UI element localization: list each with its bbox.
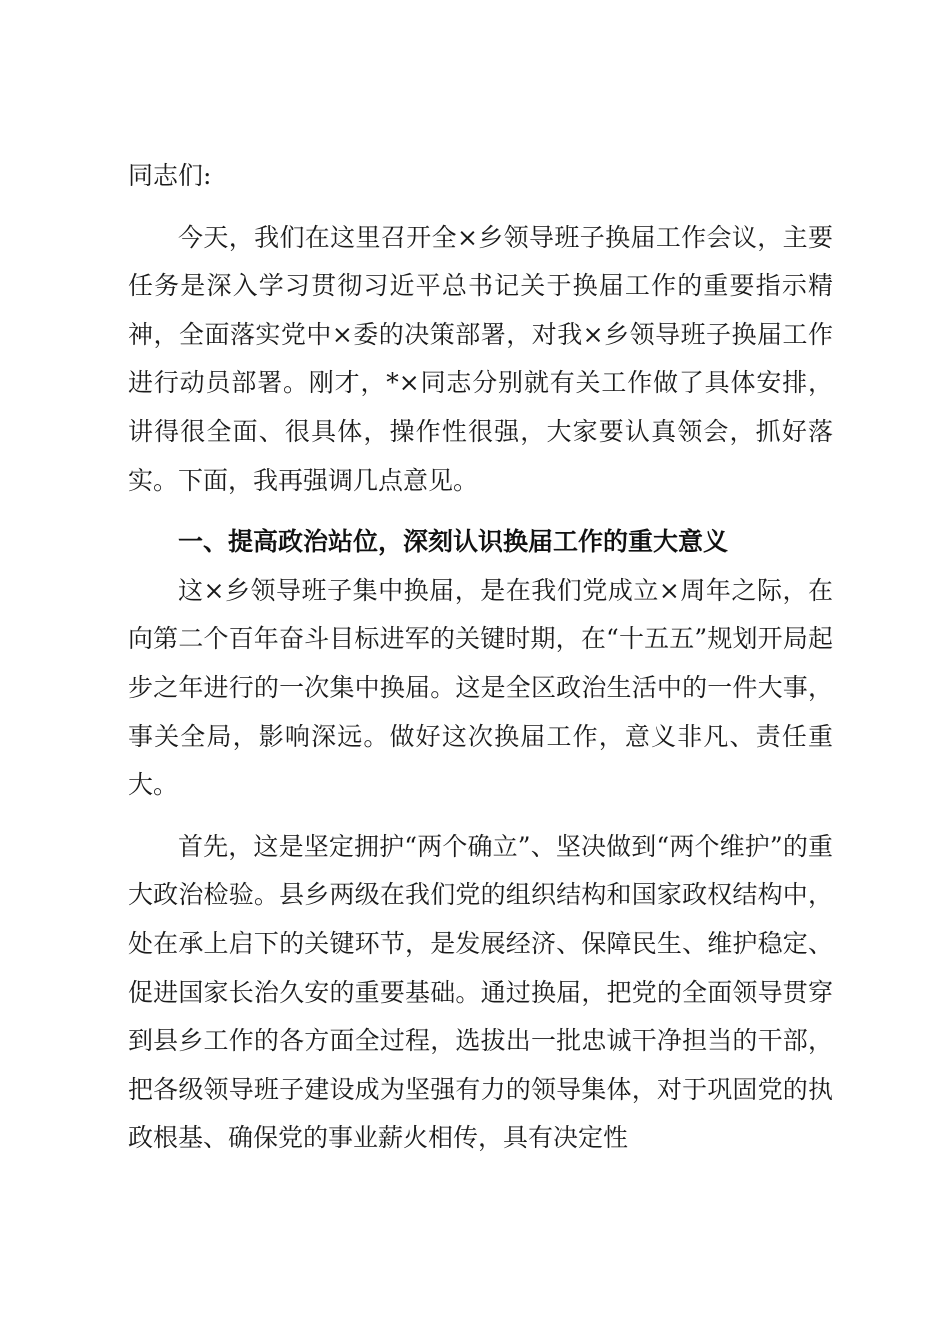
document-body: [128, 152, 833, 1163]
section-heading-1: 一、提高政治站位，深刻认识换届工作的重大意义: [178, 527, 729, 557]
opening-paragraph: 今天，我们在这里召开全×乡领导班子换届工作会议，主要任务是深入学习贯彻习近平总书记关于换届工作的重要指示精神，全面落实党中×委的决策部署，对我×乡领导班子换届工作进行动员部署。刚才，*×同志分别就有关工作做了具体安排，讲得很全面、很具体，操作性很强，大家要认真领会，抓好落实。下面，我再强调几点意见。: [128, 222, 833, 495]
salutation: 同志们:: [128, 161, 212, 190]
first-point-paragraph: 首先，这是坚定拥护“两个确立”、坚决做到“两个维护”的重大政治检验。县乡两级在我们党的组织结构和国家政权结构中，处在承上启下的关键环节，是发展经济、保障民生、维护稳定、促进国家长治久安的重要基础。通过换届，把党的全面领导贯穿到县乡工作的各方面全过程，选拔出一批忠诚干净担当的干部，把各级领导班子建设成为坚强有力的领导集体，对于巩固党的执政根基、确保党的事业薪火相传，具有决定性: [128, 831, 833, 1153]
significance-paragraph: 这×乡领导班子集中换届，是在我们党成立×周年之际，在向第二个百年奋斗目标进军的关键时期，在“十五五”规划开局起步之年进行的一次集中换届。这是全区政治生活中的一件大事，事关全局，影响深远。做好这次换届工作，意义非凡、责任重大。: [128, 575, 833, 800]
